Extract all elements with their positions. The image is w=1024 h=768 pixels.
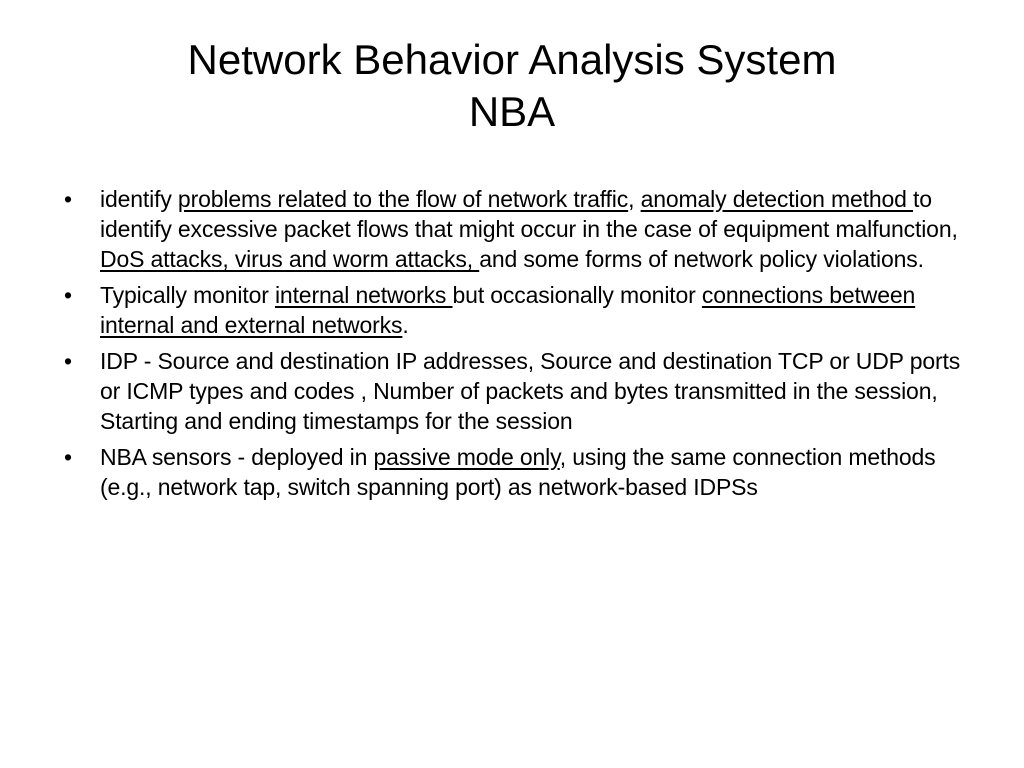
- bullet-item-flow-analysis: [60, 184, 965, 274]
- bullet-item-monitoring-scope: [60, 280, 965, 340]
- bullet-item-idp-fields: [60, 346, 965, 436]
- bullet-dot: •: [64, 282, 72, 308]
- bullet-dot: •: [64, 186, 72, 212]
- bullet-list: [60, 184, 965, 508]
- slide-title-line-2: NBA: [468, 88, 556, 135]
- slide-title-line-1: Network Behavior Analysis System: [187, 36, 837, 83]
- bullet-seg: but occasionally monitor: [452, 282, 702, 308]
- bullet-seg: NBA sensors - deployed in: [100, 444, 374, 470]
- bullet-seg: and some forms of network policy violations.: [479, 246, 924, 272]
- bullet-seg-underlined: passive mode only: [373, 444, 560, 470]
- bullet-seg-underlined: anomaly detection method: [640, 186, 914, 212]
- bullet-item-nba-sensors: [60, 442, 965, 502]
- bullet-seg-underlined: problems related to the flow of network traffic: [177, 186, 629, 212]
- bullet-seg: .: [402, 312, 409, 338]
- bullet-dot: •: [64, 444, 72, 470]
- bullet-seg-underlined: DoS attacks, virus and worm attacks,: [100, 246, 480, 272]
- bullet-seg: identify: [100, 186, 178, 212]
- bullet-seg: Typically monitor: [100, 282, 275, 308]
- bullet-seg-underlined: internal networks: [274, 282, 453, 308]
- bullet-seg: , using the same connection methods (e.g., network tap, switch spanning port) as network-based IDPSs: [100, 444, 936, 500]
- bullet-seg: to identify excessive packet flows that might occur in the case of equipment malfunction,: [100, 186, 958, 242]
- bullet-seg: IDP - Source and destination IP addresses, Source and destination TCP or UDP ports or ICMP types and codes , Number of packets and bytes transmitted in the session, Starting and ending timestamps for the session: [100, 348, 961, 434]
- bullet-seg: ,: [628, 186, 641, 212]
- bullet-dot: •: [64, 348, 72, 374]
- bullet-seg-underlined: connections between internal and external networks: [100, 282, 916, 338]
- slide-title: [60, 34, 964, 138]
